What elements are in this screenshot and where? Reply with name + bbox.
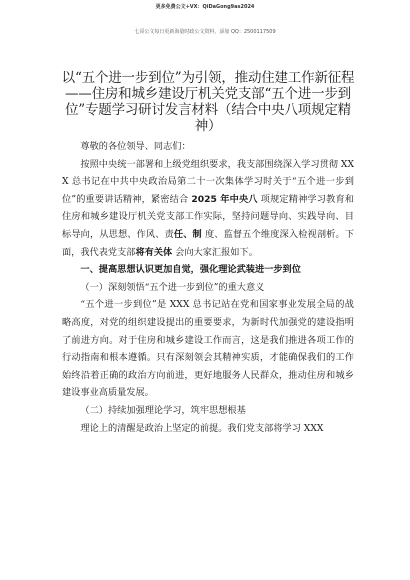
intro-text-4: 会向大家汇报如下。 <box>172 246 258 258</box>
subsection-heading-2: （二）持续加强理论学习，筑牢思想根基 <box>80 404 246 416</box>
document-body <box>62 138 354 437</box>
intro-bold-year: 2025 年中央八 <box>191 193 258 205</box>
promo-banner: 更多免费公文+VX：QiDaGong9as2024 <box>155 4 255 10</box>
body-paragraph-1: “五个进一步到位”是 XXX 总书记站在党和国家事业发展全局的战略高度，对党的组织建设提出的重要要求，为新时代加强党的建设指明了前进方向。对于住房和城乡建设工作而言，这是我们推进各项工作的行动指南和根本遵循。只有深刻领会其精神实质，才能确保我们的工作始终沿着正确的政治方向前进，更好地服务人民群众，推动住房和城乡建设事业高质量发展。 <box>62 299 354 399</box>
intro-bold-a: 任、制 <box>173 228 202 240</box>
intro-text-1: 按照中央统一部署和上级党组织要求，我支部围绕深入学习贯彻 XXX 总书记在中共中央政治局第二十一次集体学习时关于“五个进一步到位”的重要讲话精神，紧密结合 <box>62 158 354 205</box>
header-note: 七哥公文每日更新海量时政公文资料，添加 QQ：2500117509 <box>134 29 276 35</box>
intro-text-2: 项规定精神学习教育和住房和城乡建设厅机关党支部工作实际，坚持问题导向、实践导向、目标导向，从思想、作风、责 <box>62 193 354 240</box>
salutation: 尊敬的各位领导、同志们： <box>80 141 191 152</box>
section-heading-1: 一、提高思想认识更加自觉，强化理论武装进一步到位 <box>80 264 301 276</box>
document-title: 以“五个进一步到位”为引领，推动住建工作新征程——住房和城乡建设厅机关党支部“五个进一步到位”专题学习研讨发言材料（结合中央八项规定精神） <box>61 70 355 134</box>
subsection-heading-1: （一）深刻领悟“五个进一步到位”的重大意义 <box>80 281 265 293</box>
intro-text-3: 度、监督五个维度深入检视剖析。下面，我代表党支部 <box>62 228 355 258</box>
body-paragraph-2: 理论上的清醒是政治上坚定的前提。我们党支部将学习 XXX <box>80 422 324 434</box>
intro-bold-b: 将有关体 <box>135 246 173 258</box>
intro-paragraph <box>62 156 354 262</box>
